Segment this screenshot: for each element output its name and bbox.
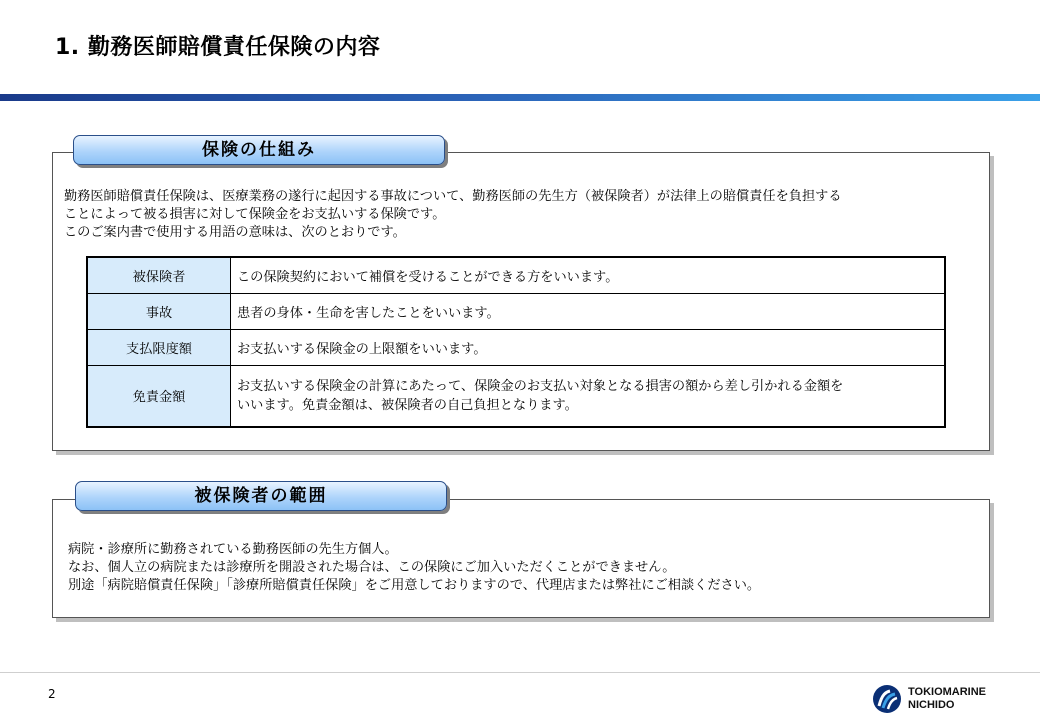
table-row: [87, 329, 945, 365]
insured-line: なお、個人立の病院または診療所を開設された場合は、この保険にご加入いただくことができません。: [68, 560, 676, 575]
scheme-intro: [64, 188, 842, 242]
tokiomarine-emblem-icon: [872, 684, 902, 714]
logo-line2: NICHIDO: [908, 699, 955, 711]
definition-cell: 患者の身体・生命を害したことをいいます。: [231, 293, 946, 329]
definition-line: いいます。免責金額は、被保険者の自己負担となります。: [237, 397, 578, 413]
section-scheme-tab: 保険の仕組み: [73, 135, 445, 165]
terms-table: [86, 256, 946, 428]
term-cell: 免責金額: [87, 365, 231, 427]
table-row: [87, 293, 945, 329]
definition-cell: お支払いする保険金の上限額をいいます。: [231, 329, 946, 365]
term-cell: 支払限度額: [87, 329, 231, 365]
footer-rule: [0, 672, 1040, 673]
company-logo: [872, 684, 986, 714]
logo-line1: TOKIOMARINE: [908, 686, 987, 698]
term-cell: 事故: [87, 293, 231, 329]
definition-line: お支払いする保険金の計算にあたって、保険金のお支払い対象となる損害の額から差し引かれる金額を: [237, 378, 844, 394]
title-rule: [0, 94, 1040, 101]
table-row: [87, 365, 945, 427]
insured-line: 別途「病院賠償責任保険」「診療所賠償責任保険」をご用意しておりますので、代理店または弊社にご相談ください。: [68, 578, 761, 593]
page-number: 2: [48, 687, 56, 701]
intro-line: ことによって被る損害に対して保険金をお支払いする保険です。: [64, 207, 446, 222]
insured-text: [68, 541, 760, 595]
definition-cell: [231, 365, 946, 427]
page-title: 1. 勤務医師賠償責任保険の内容: [55, 35, 381, 60]
section-insured-tab: 被保険者の範囲: [75, 481, 447, 511]
insured-line: 病院・診療所に勤務されている勤務医師の先生方個人。: [68, 542, 398, 557]
term-cell: 被保険者: [87, 257, 231, 293]
intro-line: 勤務医師賠償責任保険は、医療業務の遂行に起因する事故について、勤務医師の先生方（被保険者）が法律上の賠償責任を負担する: [64, 189, 842, 204]
intro-line: このご案内書で使用する用語の意味は、次のとおりです。: [64, 225, 406, 240]
table-row: [87, 257, 945, 293]
definition-cell: この保険契約において補償を受けることができる方をいいます。: [231, 257, 946, 293]
